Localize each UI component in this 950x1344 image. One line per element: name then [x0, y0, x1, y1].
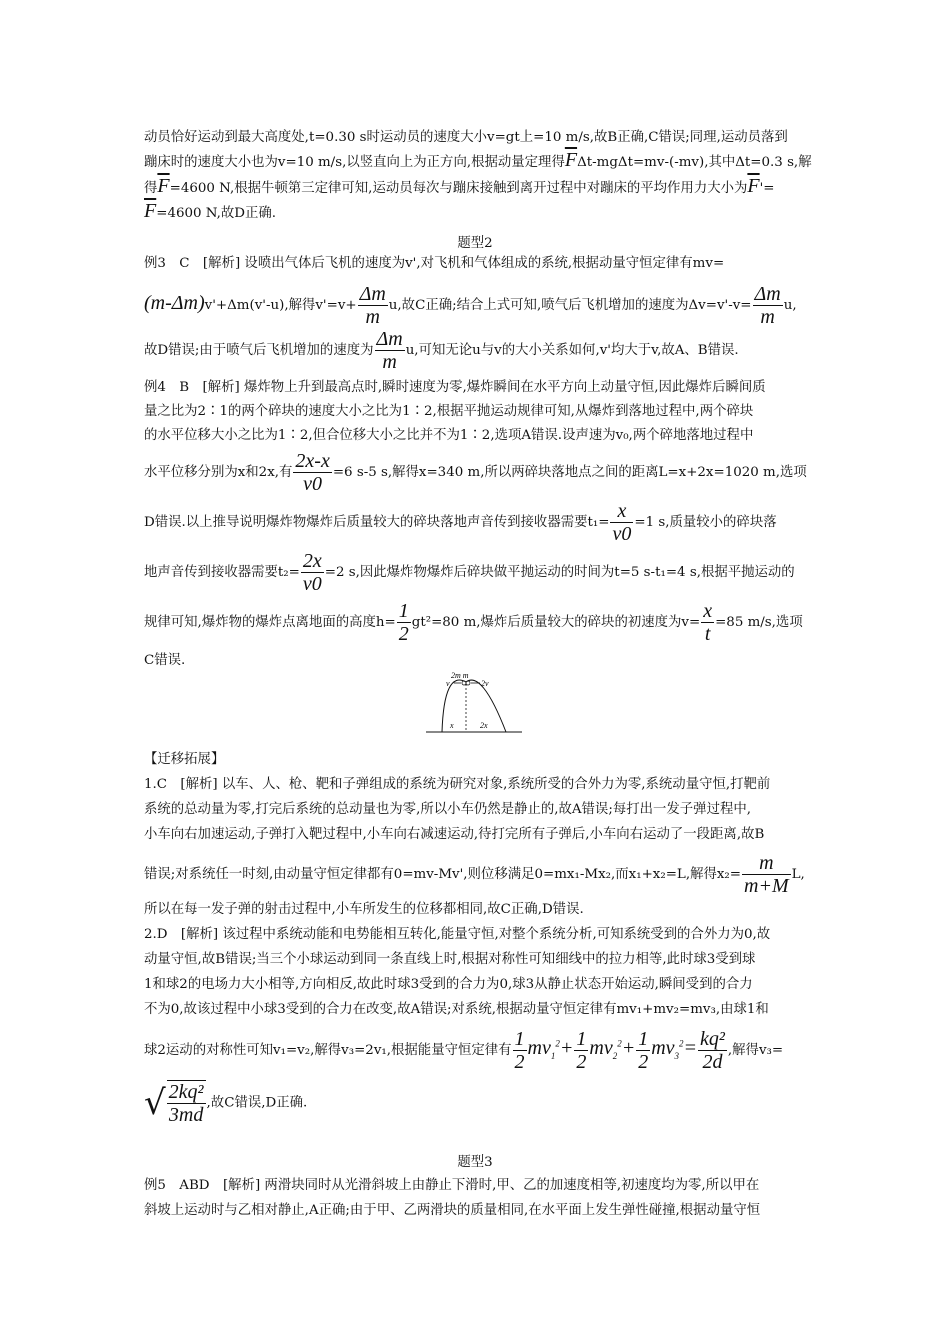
mean-force-symbol: $\overline{F}$	[564, 149, 578, 171]
text-fragment: =85 m/s,选项	[715, 615, 803, 630]
example4-line5	[144, 500, 804, 545]
fraction-dm-over-m: $\frac{\Delta m}{m}$	[376, 328, 403, 373]
fraction-x-over-t: $\frac{x}{t}$	[703, 600, 713, 645]
fragment-2m	[462, 681, 466, 685]
example4-line6	[144, 550, 804, 595]
q1-line3: 小车向右加速运动,子弹打入靶过程中,小车向右减速运动,待打完所有子弹后,小车向右运动了一段距离,故B	[144, 827, 765, 842]
projectile-diagram	[424, 670, 524, 736]
text-line-3	[144, 176, 804, 199]
fraction-one-half: $\frac{1}{2}$	[638, 1028, 649, 1073]
mean-force-symbol: $\overline{F}$	[157, 175, 170, 197]
text-fragment: 故D错误;由于喷气后飞机增加的速度为	[144, 343, 374, 358]
text-fragment: 规律可知,爆炸物的爆炸点离地面的高度h=	[144, 615, 396, 630]
text-line-2	[144, 149, 812, 173]
text-fragment: ,解得v₃=	[727, 1043, 784, 1058]
text-fragment: =4600 N,故D正确.	[156, 206, 277, 221]
q2-line6	[144, 1080, 804, 1126]
mean-force-symbol: $\overline{F}$	[747, 175, 760, 197]
paren-expression: (m-Δm)	[144, 292, 205, 314]
q1-line5: 所以在每一发子弹的射击过程中,小车所发生的位移都相同,故C正确,D错误.	[144, 902, 584, 917]
example5-line1: 例5 ABD [解析] 两滑块同时从光滑斜坡上由静止下滑时,甲、乙的加速度相等,初速度均为零,所以甲在	[144, 1178, 760, 1193]
fraction-dm-over-m: $\frac{\Delta m}{m}$	[754, 283, 781, 328]
q2-line2: 动量守恒,故B错误;当三个小球运动到同一条直线上时,根据对称性可知细线中的拉力相等,此时球3受到球	[144, 952, 756, 967]
fraction-2kq2-over-3md: $\frac{\text{2kq²}}{3md}$	[168, 1081, 204, 1126]
text-fragment: =2 s,因此爆炸物爆炸后碎块做平抛运动的时间为t=5 s-t₁=4 s,根据平抛运动的	[324, 565, 795, 580]
q2-line5	[144, 1028, 804, 1073]
fraction-x-over-v0: $\frac{x}{v0}$	[612, 500, 632, 545]
text-fragment: '=	[759, 181, 775, 196]
text-fragment: 错误;对系统任一时刻,由动量守恒定律都有0=mv-Mv',则位移满足0=mx₁-Mx₂,而x₁+x₂=L,解得x₂=	[144, 867, 741, 882]
term-mv1-squared: $mv_1^2+$	[527, 1037, 574, 1061]
text-fragment: 蹦床时的速度大小也为v=10 m/s,以竖直向上为正方向,根据动量定理得	[144, 155, 565, 170]
fraction-m-over-m-plus-M: $\frac{m}{m+M}$	[744, 852, 789, 897]
text-line-4	[144, 201, 804, 224]
text-fragment: 球2运动的对称性可知v₁=v₂,解得v₃=2v₁,根据能量守恒定律有	[144, 1043, 512, 1058]
example3-line1: 例3 C [解析] 设喷出气体后飞机的速度为v',对飞机和气体组成的系统,根据动量守恒定律有mv=	[144, 256, 725, 271]
fragment-m	[466, 681, 470, 685]
text-fragment: v'+Δm(v'-u),解得v'=v+	[204, 298, 357, 313]
velocity-left-label: v	[446, 679, 450, 688]
example4-line7	[144, 600, 804, 645]
term-mv2-squared: $mv_2^2+$	[589, 1037, 636, 1061]
mass-difference: m-Δm	[150, 292, 198, 314]
extension-heading: 【迁移拓展】	[144, 752, 225, 767]
example3-line2	[144, 283, 804, 328]
text-fragment: =1 s,质量较小的碎块落	[634, 515, 777, 530]
x-distance-label: x	[450, 721, 454, 730]
q2-line4: 不为0,故该过程中小球3受到的合力在改变,故A错误;对系统,根据动量守恒定律有mv₁+mv₂=mv₃,由球1和	[144, 1002, 769, 1017]
mass-labels: 2m m	[451, 671, 469, 680]
fraction-kq2-over-2d: $\frac{\text{kq²}}{2d}$	[700, 1028, 725, 1073]
section-title-type2: 题型2	[457, 236, 493, 251]
q1-line2: 系统的总动量为零,打完后系统的总动量也为零,所以小车仍然是静止的,故A错误;每打出一发子弹过程中,	[144, 802, 752, 817]
fraction-one-half: $\frac{1}{2}$	[514, 1028, 525, 1073]
example4-line1: 例4 B [解析] 爆炸物上升到最高点时,瞬时速度为零,爆炸瞬间在水平方向上动量守恒,因此爆炸后瞬间质	[144, 380, 766, 395]
text-fragment: L,	[791, 867, 805, 882]
text-fragment: 水平位移分别为x和2x,有	[144, 465, 293, 480]
example4-line2: 量之比为2∶1的两个碎块的速度大小之比为1∶2,根据平抛运动规律可知,从爆炸到落地过程中,两个碎块	[144, 404, 754, 419]
text-fragment: ,故C错误,D正确.	[206, 1095, 308, 1111]
text-fragment: Δt-mgΔt=mv-(-mv),其中Δt=0.3 s,解	[577, 155, 812, 170]
fraction-dm-over-m: $\frac{\Delta m}{m}$	[359, 283, 386, 328]
example4-line8: C错误.	[144, 653, 186, 668]
text-fragment: 地声音传到接收器需要t₂=	[144, 565, 300, 580]
fraction-one-half: $\frac{1}{2}$	[576, 1028, 587, 1073]
q1-line4	[144, 852, 804, 897]
text-fragment: gt²=80 m,爆炸后质量较大的碎块的初速度为v=	[411, 615, 701, 630]
text-fragment: =4600 N,根据牛顿第三定律可知,运动员每次与蹦床接触到离开过程中对蹦床的平均作用力大小为	[169, 181, 748, 196]
example4-line4	[144, 450, 807, 495]
text-line-1: 动员恰好运动到最大高度处,t=0.30 s时运动员的速度大小v=gt上=10 m/s,故B正确,C错误;同理,运动员落到	[144, 130, 788, 145]
text-fragment: 得	[144, 181, 158, 196]
velocity-right-label: 2v	[481, 679, 489, 688]
section-title-type3: 题型3	[457, 1155, 493, 1170]
text-fragment: u,可知无论u与v的大小关系如何,v'均大于v,故A、B错误.	[405, 343, 739, 358]
example3-line3	[144, 328, 804, 373]
square-root-expression: √ $\frac{\text{2kq²}}{3md}$	[144, 1081, 204, 1126]
fraction-one-half: $\frac{1}{2}$	[398, 600, 409, 645]
text-fragment: u,	[783, 298, 797, 313]
fraction-2x-minus-x-over-v0: $\frac{2x-x}{v0}$	[295, 450, 330, 495]
text-fragment: D错误.以上推导说明爆炸物爆炸后质量较大的碎块落地声音传到接收器需要t₁=	[144, 515, 610, 530]
2x-distance-label: 2x	[480, 721, 488, 730]
fraction-2x-over-v0: $\frac{2x}{v0}$	[302, 550, 322, 595]
text-fragment: u,故C正确;结合上式可知,喷气后飞机增加的速度为Δv=v'-v=	[388, 298, 752, 313]
example4-line3: 的水平位移大小之比为1∶2,但合位移大小之比并不为1∶2,选项A错误.设声速为v₀,两个碎地落地过程中	[144, 428, 754, 443]
mean-force-symbol: $\overline{F}$	[144, 200, 157, 222]
q2-line1: 2.D [解析] 该过程中系统动能和电势能相互转化,能量守恒,对整个系统分析,可知系统受到的合外力为0,故	[144, 927, 771, 942]
example5-line2: 斜坡上运动时与乙相对静止,A正确;由于甲、乙两滑块的质量相同,在水平面上发生弹性碰撞,根据动量守恒	[144, 1203, 761, 1218]
q2-line3: 1和球2的电场力大小相等,方向相反,故此时球3受到的合力为0,球3从静止状态开始运动,瞬间受到的合力	[144, 977, 753, 992]
term-mv3-squared: $mv_3^2=$	[651, 1037, 698, 1061]
text-fragment: =6 s-5 s,解得x=340 m,所以两碎块落地点之间的距离L=x+2x=1020 m,选项	[332, 465, 807, 480]
q1-line1: 1.C [解析] 以车、人、枪、靶和子弹组成的系统为研究对象,系统所受的合外力为零,系统动量守恒,打靶前	[144, 777, 771, 792]
